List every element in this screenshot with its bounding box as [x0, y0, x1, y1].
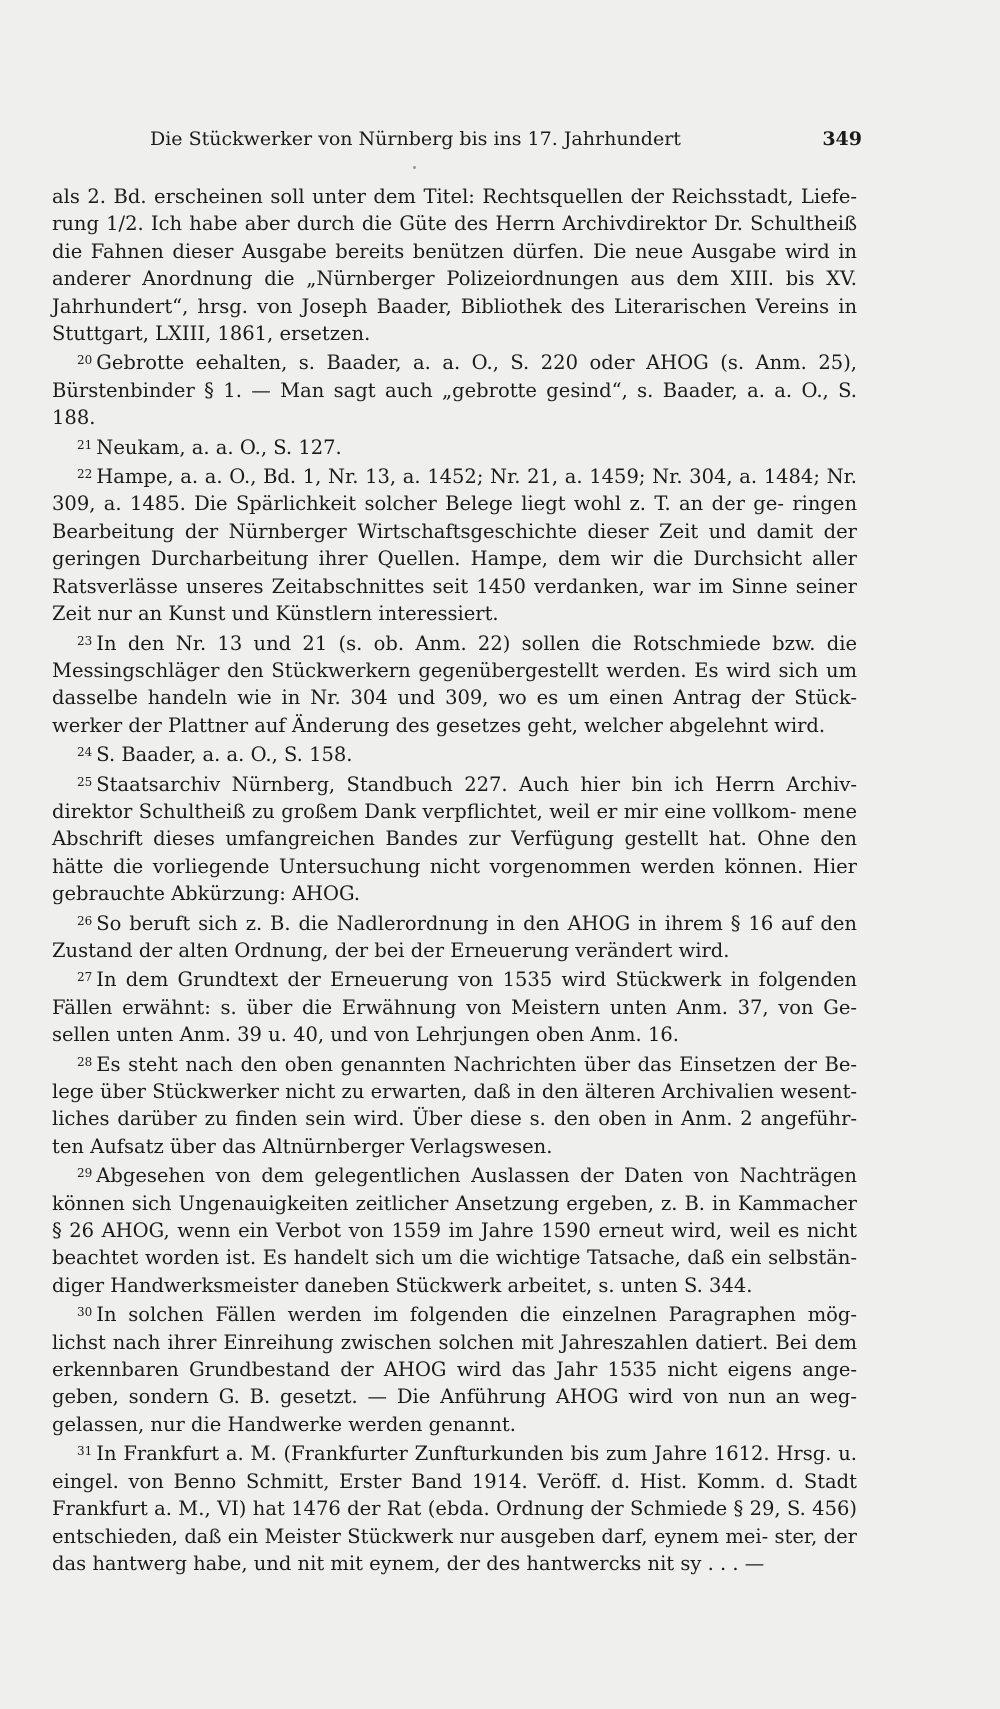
- footnote-30: [52, 1299, 857, 1438]
- text-line: seiner Zeit nur an Kunst und Künstlern interessiert.: [52, 574, 858, 626]
- text-line: aller Ratsverlässe unseres Zeitabschnittes seit 1450 verdanken, war im Sinne: [52, 547, 858, 598]
- footnote-27: [52, 964, 857, 1048]
- text-line: diger Handwerksmeister daneben Stückwerk arbeitet, s. unten S. 344.: [52, 1273, 753, 1297]
- text-line: Abgesehen von dem gelegentlichen Auslassen der Daten von Nachträgen: [96, 1164, 857, 1188]
- running-title: Die Stückwerker von Nürnberg bis ins 17. Jahrhundert: [150, 128, 681, 150]
- footnote-26: [52, 908, 857, 965]
- text-line: die Fahnen dieser Ausgabe bereits benützen dürfen. Die neue Ausgabe wird in: [52, 239, 857, 263]
- text-line: als 2. Bd. erscheinen soll unter dem Titel: Rechtsquellen der Reichsstadt, Liefe-: [52, 185, 857, 208]
- text-line: In Frankfurt a. M. (Frankfurter Zunfturkunden bis zum Jahre 1612. Hrsg.: [96, 1442, 832, 1466]
- text-line: in Stuttgart, LXIII, 1861, ersetzen.: [52, 294, 858, 346]
- footnote-22: [52, 461, 857, 627]
- running-header: [150, 128, 862, 150]
- text-line: ten Aufsatz über das Altnürnberger Verlagswesen.: [52, 1134, 553, 1158]
- text-line: der geringen Durcharbeitung ihrer Quellen. Hampe, dem wir die Durchsicht: [52, 519, 858, 571]
- footnote-31: [52, 1438, 857, 1577]
- page-number: 349: [822, 128, 862, 150]
- text-line: Hampe, a. a. O., Bd. 1, Nr. 13, a. 1452; Nr. 21, a. 1459; Nr. 304, a. 1484;: [96, 465, 820, 489]
- text-line: Es steht nach den oben genannten Nachrichten über das Einsetzen der Be-: [96, 1052, 857, 1076]
- text-line: u. eingel. von Benno Schmitt, Erster Band 1914. Veröff. d. Hist. Komm. d. Stadt: [52, 1442, 857, 1493]
- footnote-number: 20: [77, 353, 93, 368]
- text-line: Gebrotte eehalten, s. Baader, a. a. O., S. 220 oder AHOG (s. Anm. 25),: [96, 351, 857, 375]
- text-line: Staatsarchiv Nürnberg, Standbuch 227. Auch hier bin ich Herrn Archiv-: [96, 772, 857, 796]
- text-line: sellen unten Anm. 39 u. 40, und von Lehrjungen oben Anm. 16.: [52, 1023, 679, 1047]
- footnote-number: 24: [77, 745, 93, 760]
- text-line: In den Nr. 13 und 21 (s. ob. Anm. 22) sollen die Rotschmiede bzw. die: [96, 631, 857, 655]
- text-line: In dem Grundtext der Erneuerung von 1535 wird Stückwerk in folgenden: [96, 968, 857, 992]
- text-line: werker der Plattner auf Änderung des gesetzes geht, welcher abgelehnt wird.: [52, 713, 826, 737]
- text-line: den Zustand der alten Ordnung, der bei der Erneuerung verändert wird.: [52, 911, 857, 962]
- text-line: rung 1/2. Ich habe aber durch die Güte des Herrn Archivdirektor Dr. Schultheiß: [52, 212, 857, 236]
- footnote-25: [52, 769, 857, 908]
- footnote-29: [52, 1160, 857, 1299]
- text-line: können sich Ungenauigkeiten zeitlicher Ansetzung ergeben, z. B. in Kammacher: [52, 1191, 857, 1215]
- text-line: ster, der das hantwerg habe, und nit mit eynem, der des hantwercks nit sy . . . —: [52, 1524, 857, 1575]
- footnote-28: [52, 1049, 857, 1161]
- text-line: So beruft sich z. B. die Nadlerordnung in den AHOG in ihrem § 16 auf: [96, 911, 813, 935]
- text-line: Fällen erwähnt: s. über die Erwähnung von Meistern unten Anm. 37, von Ge-: [52, 995, 857, 1019]
- footnote-number: 31: [77, 1444, 93, 1459]
- print-speck: [413, 166, 416, 169]
- text-line: den hätte die vorliegende Untersuchung nicht vorgenommen werden können.: [52, 827, 857, 878]
- text-line: Jahrhundert“, hrsg. von Joseph Baader, Bibliothek des Literarischen Vereins: [52, 294, 830, 318]
- text-line: S. 456) entschieden, daß ein Meister Stückwerk nur ausgeben darf, eynem mei-: [52, 1497, 858, 1548]
- text-line: anderer Anordnung die „Nürnberger Polizeiordnungen aus dem XIII. bis XV.: [52, 267, 857, 291]
- footnote-21: [52, 432, 857, 461]
- footnote-number: 28: [77, 1054, 93, 1069]
- text-line: gelassen, nur die Handwerke werden genannt.: [52, 1412, 516, 1436]
- footnote-number: 30: [77, 1305, 93, 1320]
- text-line: Hier gebrauchte Abkürzung: AHOG.: [52, 854, 857, 906]
- text-line: lichst nach ihrer Einreihung zwischen solchen mit Jahreszahlen datiert. Bei dem: [52, 1330, 857, 1354]
- footnote-number: 21: [77, 437, 93, 452]
- text-line: Frankfurt a. M., VI) hat 1476 der Rat (ebda. Ordnung der Schmiede § 29,: [52, 1497, 781, 1521]
- text-line: Nr. 309, a. 1485. Die Spärlichkeit solcher Belege liegt wohl z. T. an der ge-: [52, 465, 858, 516]
- text-line: In solchen Fällen werden im folgenden die einzelnen Paragraphen mög-: [96, 1303, 857, 1327]
- footnotes-body: [52, 183, 857, 1577]
- text-line: erkennbaren Grundbestand der AHOG wird das Jahr 1535 nicht eigens ange-: [52, 1358, 857, 1382]
- text-line: geben, sondern G. B. gesetzt. — Die Anführung AHOG wird von nun an weg-: [52, 1385, 857, 1409]
- footnote-number: 25: [77, 774, 93, 789]
- footnote-list: [52, 347, 857, 1577]
- text-line: S. Baader, a. a. O., S. 158.: [96, 743, 353, 767]
- text-line: beachtet worden ist. Es handelt sich um die wichtige Tatsache, daß ein selbstän-: [52, 1246, 857, 1270]
- text-line: dasselbe handeln wie in Nr. 304 und 309, wo es um einen Antrag der Stück-: [52, 686, 857, 710]
- text-line: liches darüber zu finden sein wird. Über diese s. den oben in Anm. 2 angeführ-: [52, 1107, 857, 1131]
- continuation-paragraph: [52, 183, 857, 347]
- text-line: direktor Schultheiß zu großem Dank verpflichtet, weil er mir eine vollkom-: [52, 799, 797, 823]
- footnote-number: 29: [77, 1166, 93, 1181]
- footnote-23: [52, 628, 857, 740]
- text-line: lege über Stückwerker nicht zu erwarten, daß in den älteren Archivalien wesent-: [52, 1080, 857, 1103]
- footnote-number: 27: [77, 970, 93, 985]
- footnote-number: 26: [77, 913, 93, 928]
- footnote-number: 22: [77, 467, 93, 482]
- text-line: Messingschläger den Stückwerkern gegenübergestellt werden. Es wird sich um: [52, 658, 857, 682]
- text-line: mene Abschrift dieses umfangreichen Bandes zur Verfügung gestellt hat. Ohne: [52, 799, 857, 851]
- text-line: ringen Bearbeitung der Nürnberger Wirtschaftsgeschichte dieser Zeit und damit: [52, 492, 858, 543]
- footnote-24: [52, 739, 857, 768]
- text-line: Bürstenbinder § 1. — Man sagt auch „gebrotte gesind“, s. Baader, a. a. O., S. 188.: [52, 378, 857, 430]
- text-line: Neukam, a. a. O., S. 127.: [96, 435, 342, 459]
- footnote-number: 23: [77, 633, 93, 648]
- text-line: § 26 AHOG, wenn ein Verbot von 1559 im Jahre 1590 erneut wird, weil es nicht: [52, 1219, 857, 1243]
- footnote-20: [52, 347, 857, 431]
